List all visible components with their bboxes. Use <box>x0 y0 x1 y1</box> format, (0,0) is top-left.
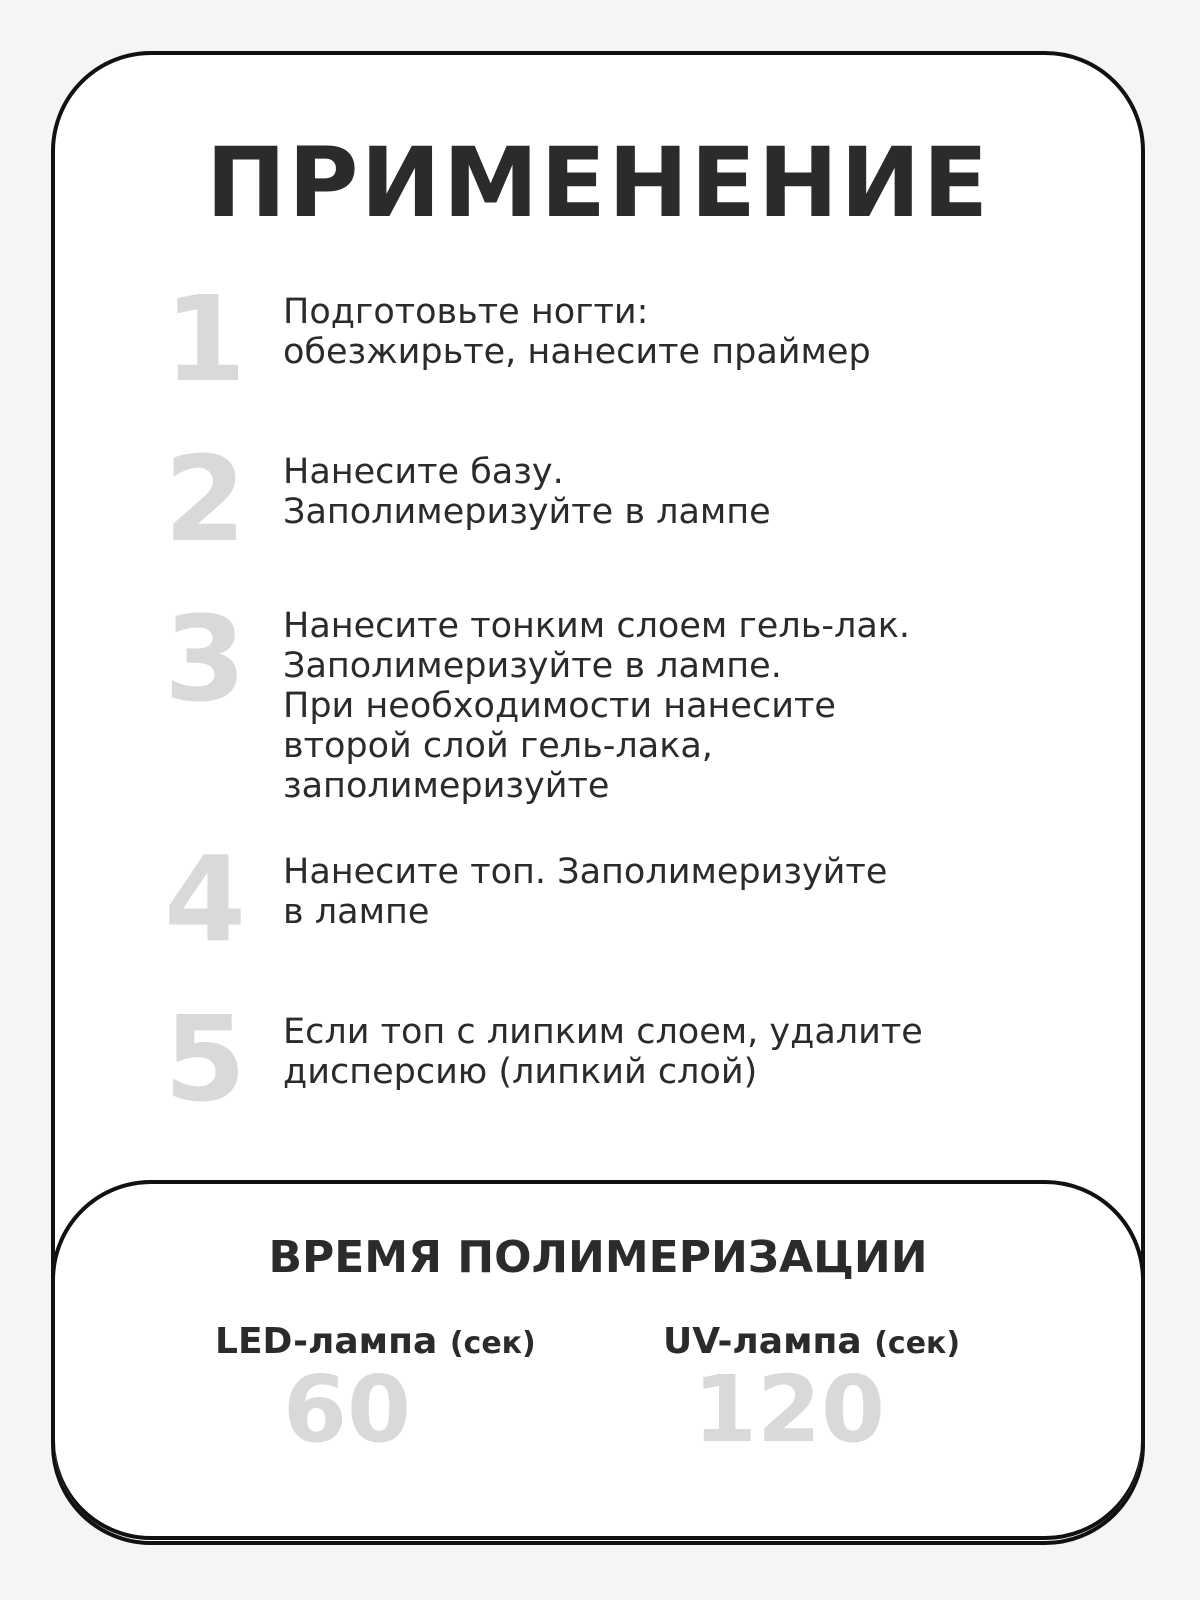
uv-lamp-time: 120 <box>693 1356 886 1463</box>
step-line: Нанесите тонким слоем гель-лак. <box>283 606 911 646</box>
step-text <box>283 452 1063 532</box>
step-line: в лампе <box>283 892 430 932</box>
step-line: Нанесите базу. <box>283 452 564 492</box>
step-number: 3 <box>163 590 247 728</box>
uv-lamp-label: UV-лампа <box>663 1321 862 1362</box>
step-number: 5 <box>163 990 247 1128</box>
curing-title: ВРЕМЯ ПОЛИМЕРИЗАЦИИ <box>268 1232 928 1283</box>
led-lamp-time: 60 <box>283 1356 412 1463</box>
led-lamp-label: LED-лампа <box>215 1321 438 1362</box>
step-line: При необходимости нанесите <box>283 686 836 726</box>
uv-lamp-block <box>663 1321 1083 1463</box>
curing-time-panel <box>51 1180 1145 1540</box>
step-number: 4 <box>163 830 247 968</box>
step-text <box>283 1012 1063 1092</box>
step-line: Подготовьте ногти: <box>283 292 649 332</box>
step-line: Заполимеризуйте в лампе <box>283 492 771 532</box>
step-text <box>283 292 1063 372</box>
step-line: Заполимеризуйте в лампе. <box>283 646 782 686</box>
step-line: дисперсию (липкий слой) <box>283 1052 758 1092</box>
step-line: второй слой гель-лака, <box>283 726 713 766</box>
page-title: ПРИМЕНЕНИЕ <box>205 127 991 239</box>
led-lamp-label-row <box>215 1321 635 1362</box>
step-line: Если топ с липким слоем, удалите <box>283 1012 923 1052</box>
led-lamp-unit: (сек) <box>449 1326 536 1361</box>
step-line: Нанесите топ. Заполимеризуйте <box>283 852 888 892</box>
led-lamp-block <box>215 1321 635 1463</box>
instruction-card <box>51 51 1145 1545</box>
step-line: заполимеризуйте <box>283 766 610 806</box>
uv-lamp-label-row <box>663 1321 1083 1362</box>
step-text <box>283 852 1063 932</box>
step-number: 2 <box>163 430 247 568</box>
step-line: обезжирьте, нанесите праймер <box>283 332 871 372</box>
step-number: 1 <box>163 270 247 408</box>
step-text <box>283 606 1063 806</box>
uv-lamp-unit: (сек) <box>874 1326 961 1361</box>
